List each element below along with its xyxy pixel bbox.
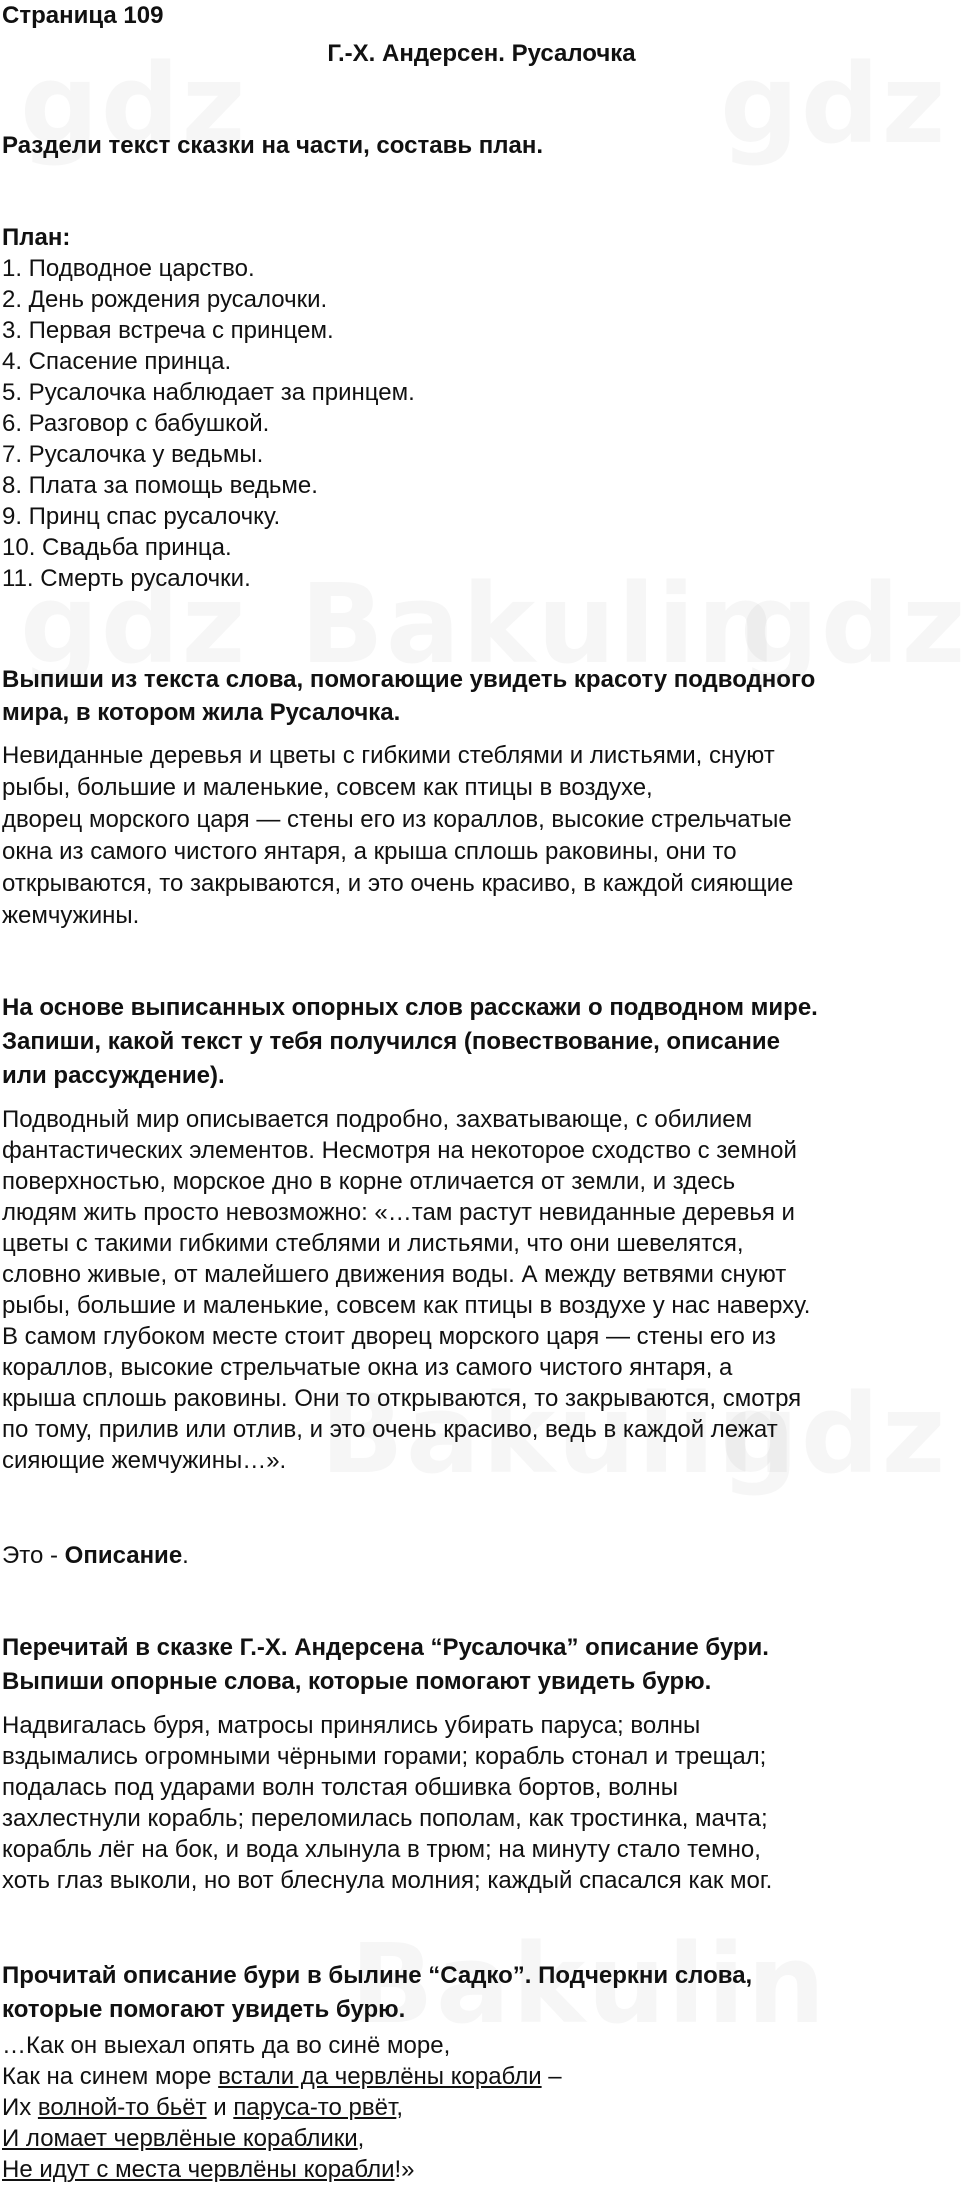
task3-answer-line: по тому, прилив или отлив, и это очень красиво, ведь в каждой лежат [2,1416,778,1443]
task2-answer-line: дворец морского царя — стены его из кораллов, высокие стрельчатые [2,806,792,833]
poem-line [2,2154,415,2186]
conclusion-prefix: Это - [2,1542,65,1569]
poem-text: и [206,2094,234,2121]
task4-answer-line: хоть глаз выколи, но вот блеснула молния; каждый спасался как мог. [2,1867,773,1894]
poem-line [2,2030,450,2062]
plan-item: 7. Русалочка у ведьмы. [2,441,264,468]
task3-answer-line: цветы с такими гибкими стеблями и листьями, что они шевелятся, [2,1230,744,1257]
poem-underlined-text: паруса-то рвёт [233,2094,397,2121]
task2-answer-line: Невиданные деревья и цветы с гибкими стеблями и листьями, снуют [2,742,775,769]
task1-question: Раздели текст сказки на части, составь план. [2,132,543,159]
task2-answer-line: окна из самого чистого янтаря, а крыша сплошь раковины, они то [2,838,737,865]
conclusion-suffix: . [182,1542,189,1569]
task3-answer-line: крыша сплошь раковины. Они то открываются, то закрываются, смотря [2,1385,802,1412]
task4-question-line: Выпиши опорные слова, которые помогают увидеть бурю. [2,1668,712,1695]
task4-question-line: Перечитай в сказке Г.-Х. Андерсена “Русалочка” описание бури. [2,1634,769,1661]
poem-line [2,2061,562,2093]
plan-item: 1. Подводное царство. [2,255,255,282]
plan-item: 8. Плата за помощь ведьме. [2,472,318,499]
task3-answer-line: словно живые, от малейшего движения воды. А между ветвями снуют [2,1261,787,1288]
poem-text: , [357,2125,365,2152]
poem-underlined-text: И ломает червлёные кораблики [2,2125,358,2152]
task3-answer-line: фантастических элементов. Несмотря на некоторое сходство с земной [2,1137,797,1164]
task2-answer-line: рыбы, большие и маленькие, совсем как птицы в воздухе, [2,774,653,801]
poem-text: , [396,2094,403,2121]
poem-line [2,2092,403,2124]
poem-text: Их [2,2094,38,2121]
plan-item: 5. Русалочка наблюдает за принцем. [2,379,415,406]
plan-item: 6. Разговор с бабушкой. [2,410,270,437]
task2-question-line: Выпиши из текста слова, помогающие увидеть красоту подводного [2,666,816,693]
task3-question-line: или рассуждение). [2,1062,225,1089]
task4-answer-line: подалась под ударами волн толстая обшивка бортов, волны [2,1774,678,1801]
poem-line [2,2123,364,2155]
task3-answer-line: рыбы, большие и маленькие, совсем как птицы в воздухе у нас наверху. [2,1292,811,1319]
task3-answer-line: Подводный мир описывается подробно, захватывающе, с обилием [2,1106,753,1133]
poem-text: – [541,2063,562,2090]
plan-item: 9. Принц спас русалочку. [2,503,281,530]
task5-question-line: которые помогают увидеть бурю. [2,1996,406,2023]
task3-conclusion [2,1540,189,1572]
task4-answer-line: захлестнули корабль; переломилась пополам, как тростинка, мачта; [2,1805,768,1832]
poem-underlined-text: встали да червлёны корабли [218,2063,542,2090]
task2-answer-line: жемчужины. [2,902,140,929]
poem-underlined-text: волной-то бьёт [37,2094,207,2121]
task3-answer-line: поверхностью, морское дно в корне отличается от земли, и здесь [2,1168,736,1195]
plan-heading: План: [2,224,71,251]
task3-answer-line: сияющие жемчужины…». [2,1447,287,1474]
task3-question-line: На основе выписанных опорных слов расскажи о подводном мире. [2,994,818,1021]
conclusion-text-type: Описание [64,1542,183,1569]
poem-text: !» [394,2156,415,2183]
page-title: Г.-Х. Андерсен. Русалочка [327,40,636,67]
plan-item: 3. Первая встреча с принцем. [2,317,334,344]
poem-text: …Как он выехал опять да во синё море, [2,2032,451,2059]
task4-answer-line: корабль лёг на бок, и вода хлынула в трюм; на минуту стало темно, [2,1836,761,1863]
task3-answer-line: людям жить просто невозможно: «…там растут невиданные деревья и [2,1199,795,1226]
task2-answer-line: открываются, то закрываются, и это очень красиво, в каждой сияющие [2,870,794,897]
task4-answer-line: вздымались огромными чёрными горами; корабль стонал и трещал; [2,1743,767,1770]
task2-question-line: мира, в котором жила Русалочка. [2,699,401,726]
task3-answer-line: кораллов, высокие стрельчатые окна из самого чистого янтаря, а [2,1354,733,1381]
page-label: Страница 109 [2,2,164,29]
plan-item: 2. День рождения русалочки. [2,286,328,313]
plan-item: 4. Спасение принца. [2,348,232,375]
task3-answer-line: В самом глубоком месте стоит дворец морского царя — стены его из [2,1323,776,1350]
plan-item: 10. Свадьба принца. [2,534,232,561]
poem-text: Как на синем море [2,2063,219,2090]
task4-answer-line: Надвигалась буря, матросы принялись убирать паруса; волны [2,1712,701,1739]
task5-question-line: Прочитай описание бури в былине “Садко”. Подчеркни слова, [2,1962,753,1989]
plan-item: 11. Смерть русалочки. [2,565,251,592]
task3-question-line: Запиши, какой текст у тебя получился (повествование, описание [2,1028,780,1055]
poem-underlined-text: Не идут с места червлёны корабли [2,2156,395,2183]
